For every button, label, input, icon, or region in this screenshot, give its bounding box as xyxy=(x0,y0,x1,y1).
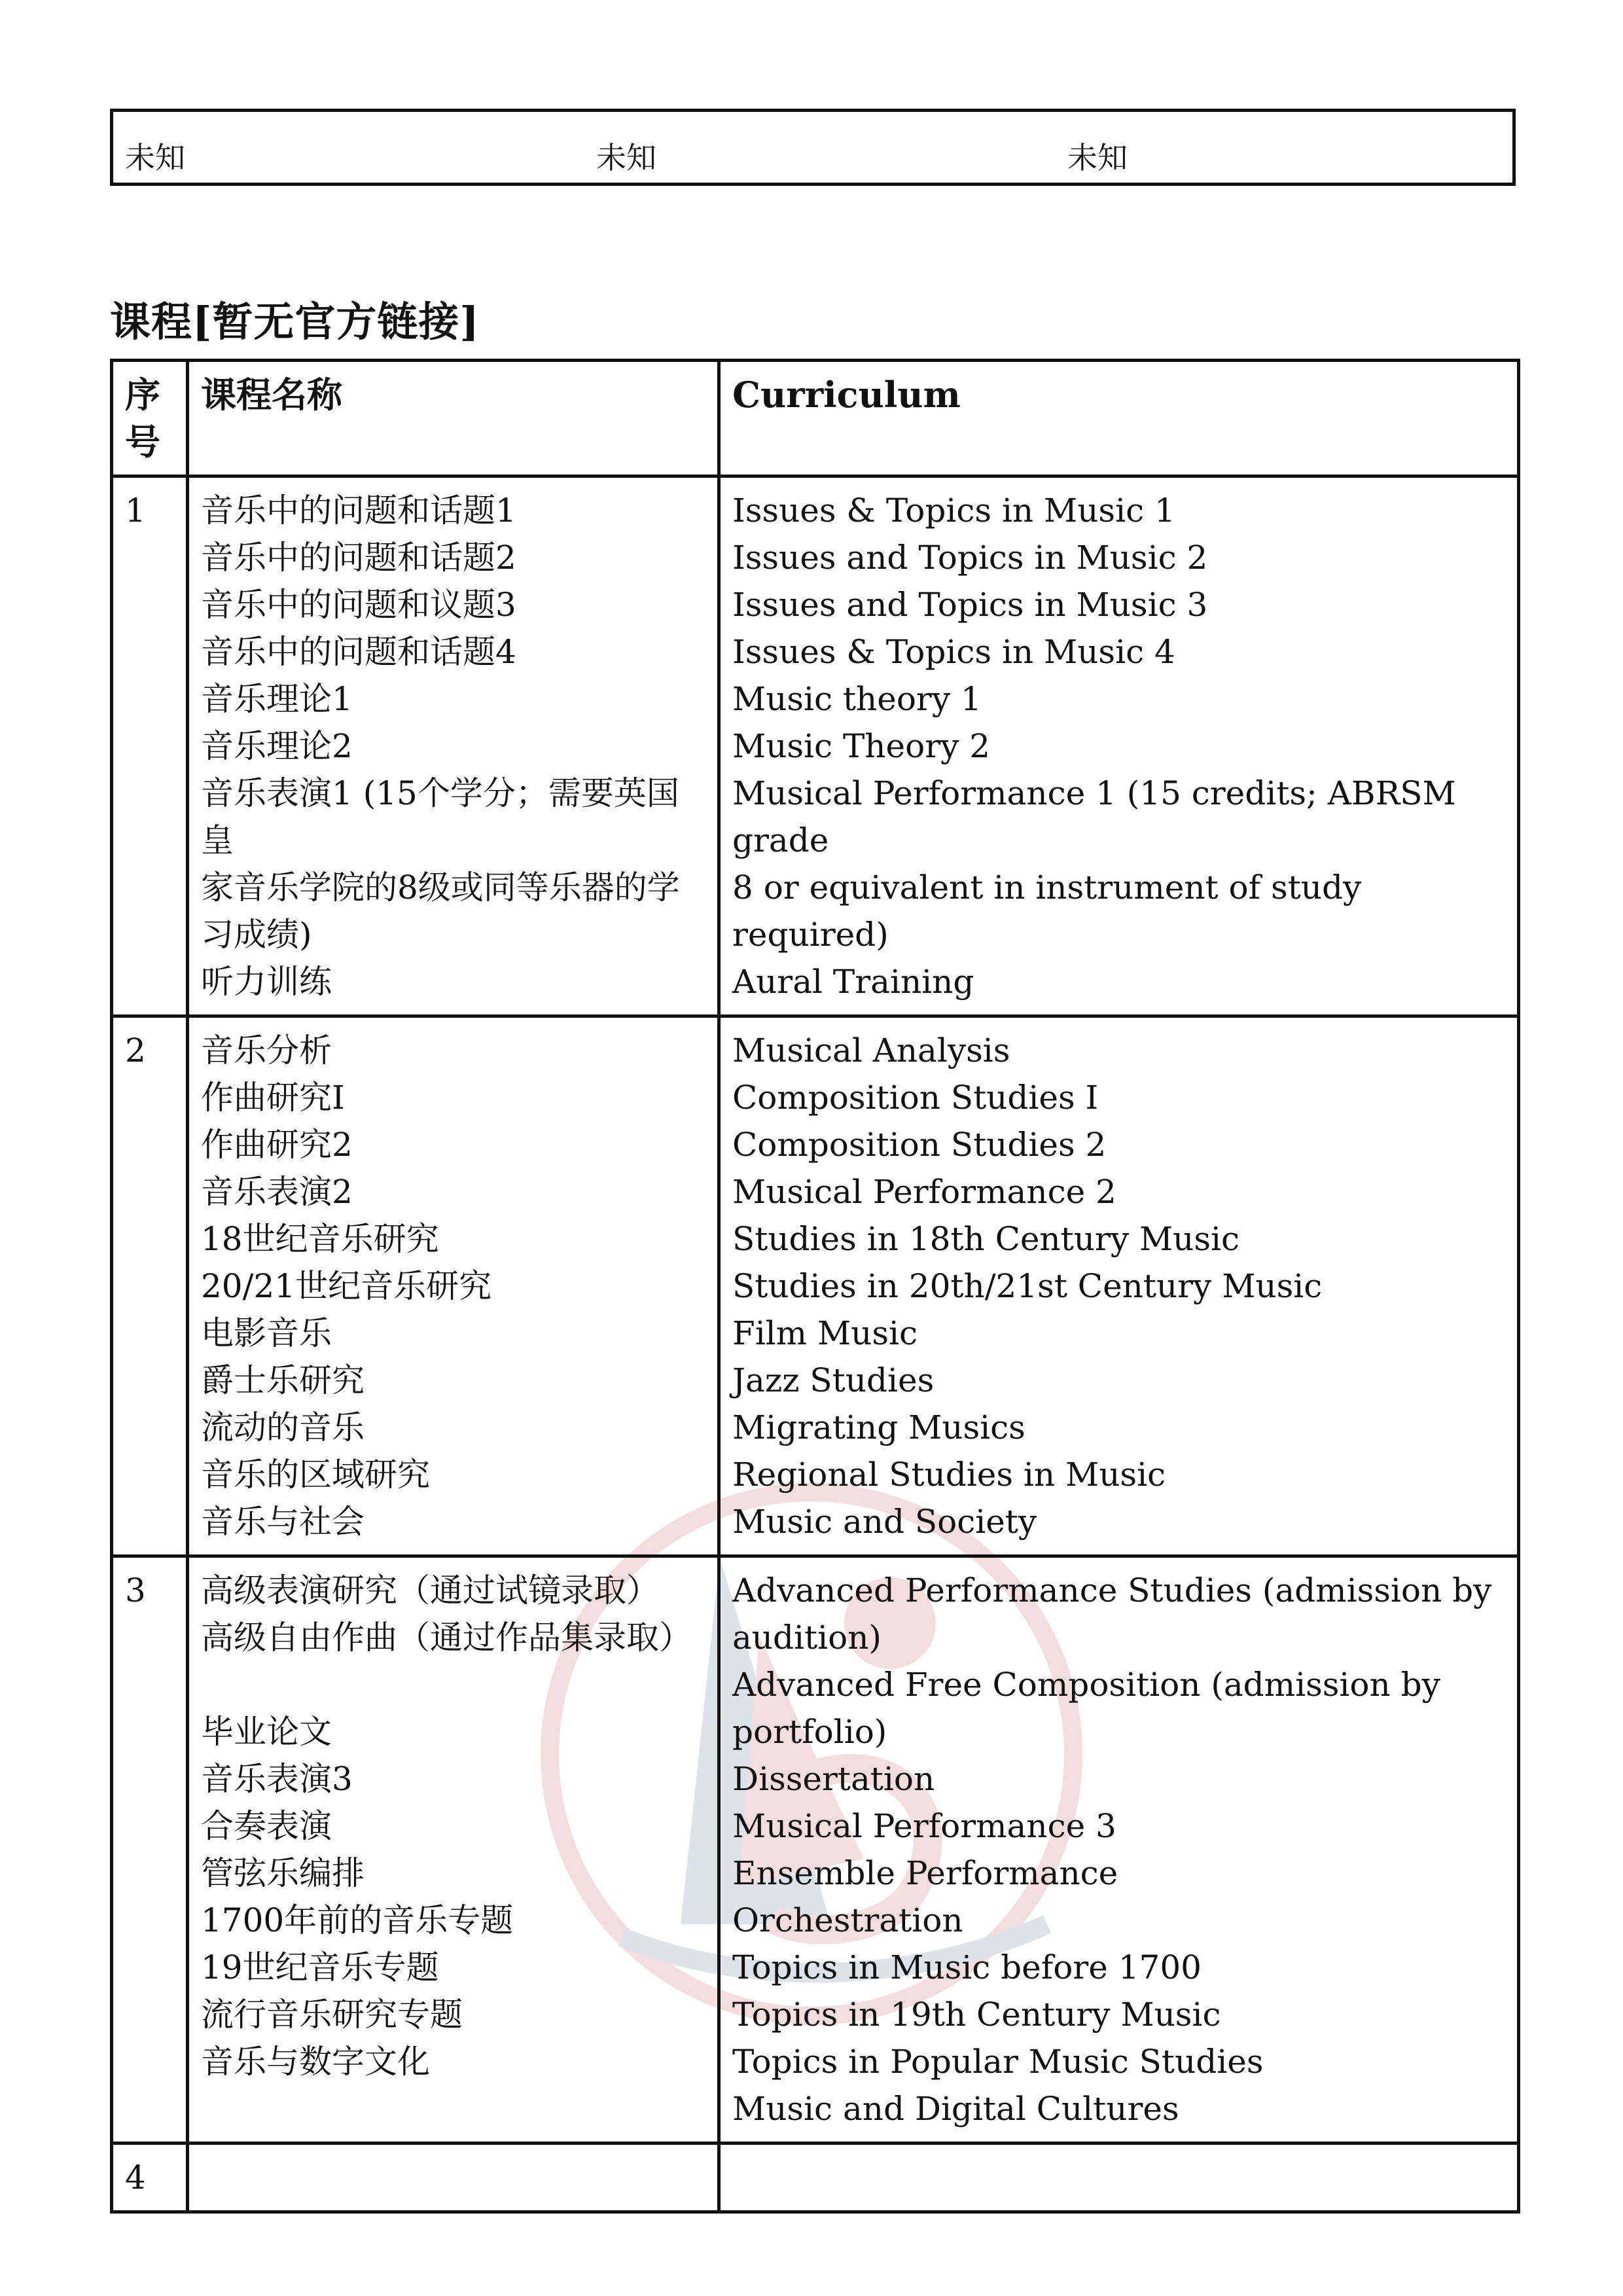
course-name-cn: 流动的音乐 xyxy=(201,1408,365,1446)
curriculum-table xyxy=(110,359,1520,2214)
course-names-cn xyxy=(188,2144,719,2212)
course-name-en: Orchestration xyxy=(732,1901,963,1939)
course-name-en: Dissertation xyxy=(732,1760,935,1798)
course-name-cn: 作曲研究I xyxy=(201,1079,345,1117)
table-header-row xyxy=(112,361,1519,476)
course-name-cn: 音乐与数字文化 xyxy=(201,2043,430,2081)
course-names-cn xyxy=(188,1016,719,1556)
course-name-en: Composition Studies 2 xyxy=(732,1126,1107,1164)
header-name-cn: 课程名称 xyxy=(188,361,719,476)
course-name-cn: 19世纪音乐专题 xyxy=(201,1948,439,1986)
course-name-cn: 管弦乐编排 xyxy=(201,1854,365,1892)
course-name-cn: 音乐表演1 (15个学分；需要英国皇 家音乐学院的8级或同等乐器的学 习成绩) xyxy=(201,774,680,954)
course-name-en: Topics in Popular Music Studies xyxy=(732,2043,1264,2081)
course-name-cn: 20/21世纪音乐研究 xyxy=(201,1267,492,1305)
course-name-cn: 毕业论文 xyxy=(201,1713,332,1751)
course-name-cn: 音乐的区域研究 xyxy=(201,1456,430,1494)
table-row xyxy=(112,1556,1519,2144)
course-name-cn: 作曲研究2 xyxy=(201,1126,353,1164)
course-name-cn: 音乐中的问题和议题3 xyxy=(201,586,516,624)
course-name-cn: 听力训练 xyxy=(201,963,332,1001)
course-name-en: Issues & Topics in Music 1 xyxy=(732,492,1175,529)
course-name-en: Music theory 1 xyxy=(732,680,982,718)
course-name-en: Studies in 18th Century Music xyxy=(732,1220,1240,1258)
course-name-en: Issues and Topics in Music 3 xyxy=(732,586,1208,624)
course-name-en: Music and Digital Cultures xyxy=(732,2090,1179,2128)
course-names-en xyxy=(719,1016,1519,1556)
course-name-en: Aural Training xyxy=(732,963,974,1001)
course-name-cn: 1700年前的音乐专题 xyxy=(201,1901,514,1939)
course-name-cn: 音乐中的问题和话题2 xyxy=(201,539,516,577)
course-name-cn: 18世纪音乐研究 xyxy=(201,1220,439,1258)
course-name-en: Advanced Free Composition (admission by portfolio) xyxy=(732,1666,1440,1751)
table-row xyxy=(112,1016,1519,1556)
course-name-cn: 高级自由作曲（通过作品集录取） xyxy=(201,1619,692,1657)
course-name-en: Advanced Performance Studies (admission by audition) xyxy=(732,1571,1492,1657)
course-name-en: Composition Studies I xyxy=(732,1079,1099,1117)
table-row xyxy=(112,476,1519,1016)
table-row xyxy=(112,2144,1519,2212)
course-name-en: Topics in Music before 1700 xyxy=(732,1948,1202,1986)
info-cell-1: 未知 xyxy=(125,140,185,175)
course-name-cn: 电影音乐 xyxy=(201,1314,332,1352)
course-name-en: Regional Studies in Music xyxy=(732,1456,1166,1494)
course-names-cn xyxy=(188,1556,719,2144)
course-name-en: Musical Performance 2 xyxy=(732,1173,1116,1211)
course-name-cn: 音乐表演3 xyxy=(201,1760,353,1798)
course-name-en: Musical Performance 3 xyxy=(732,1807,1116,1845)
course-name-cn: 流行音乐研究专题 xyxy=(201,1996,463,2034)
course-name-en: Music Theory 2 xyxy=(732,727,991,765)
header-index: 序 号 xyxy=(112,361,188,476)
info-cell-2: 未知 xyxy=(596,140,656,175)
course-names-cn xyxy=(188,476,719,1016)
course-name-cn: 音乐与社会 xyxy=(201,1503,365,1541)
course-name-cn: 音乐表演2 xyxy=(201,1173,353,1211)
course-name-cn: 爵士乐研究 xyxy=(201,1361,365,1399)
course-name-cn: 音乐分析 xyxy=(201,1031,332,1069)
course-name-cn: 音乐理论2 xyxy=(201,727,353,765)
course-name-cn: 合奏表演 xyxy=(201,1807,332,1845)
row-index: 4 xyxy=(112,2144,188,2212)
course-name-en: Musical Analysis xyxy=(732,1031,1010,1069)
course-name-en: Issues and Topics in Music 2 xyxy=(732,539,1208,577)
course-name-en: Topics in 19th Century Music xyxy=(732,1996,1221,2034)
row-index: 1 xyxy=(112,476,188,1016)
section-title: 课程[暂无官方链接] xyxy=(110,298,480,346)
course-name-en: Studies in 20th/21st Century Music xyxy=(732,1267,1323,1305)
row-index: 3 xyxy=(112,1556,188,2144)
course-name-cn: 音乐理论1 xyxy=(201,680,353,718)
course-name-en: Ensemble Performance xyxy=(732,1854,1118,1892)
course-names-en xyxy=(719,2144,1519,2212)
course-name-en: Issues & Topics in Music 4 xyxy=(732,633,1175,671)
course-name-en: Film Music xyxy=(732,1314,918,1352)
course-name-en: Jazz Studies xyxy=(732,1361,935,1399)
info-cell-3: 未知 xyxy=(1067,140,1128,175)
course-name-cn: 音乐中的问题和话题4 xyxy=(201,633,516,671)
course-names-en xyxy=(719,1556,1519,2144)
course-name-en: Musical Performance 1 (15 credits; ABRSM grade 8 or equivalent in instrument of study required) xyxy=(732,774,1456,954)
header-name-en: Curriculum xyxy=(719,361,1519,476)
course-names-en xyxy=(719,476,1519,1016)
row-index: 2 xyxy=(112,1016,188,1556)
course-name-cn: 音乐中的问题和话题1 xyxy=(201,492,516,529)
info-table xyxy=(110,109,1516,186)
course-name-en: Migrating Musics xyxy=(732,1408,1026,1446)
course-name-en: Music and Society xyxy=(732,1503,1037,1541)
course-name-cn: 高级表演研究（通过试镜录取） xyxy=(201,1571,659,1609)
